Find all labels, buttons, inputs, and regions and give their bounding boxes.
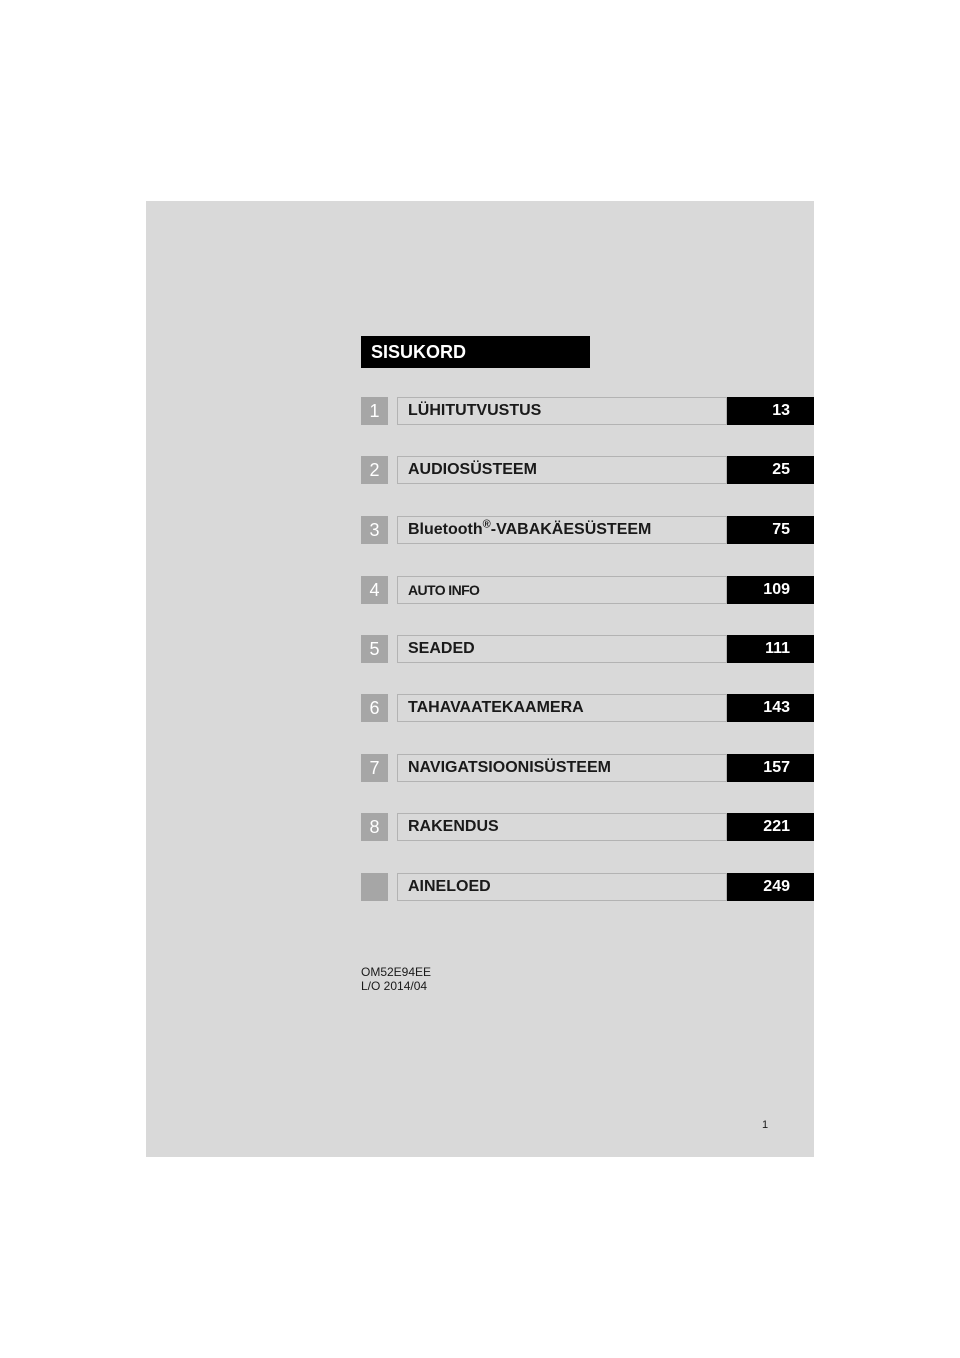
chapter-page-number: 13 xyxy=(727,397,814,425)
page-number: 1 xyxy=(762,1119,769,1131)
chapter-number: 7 xyxy=(361,754,388,782)
document-code-id: OM52E94EE xyxy=(361,965,432,979)
toc-entry-index[interactable] xyxy=(361,873,814,901)
chapter-title[interactable] xyxy=(397,516,727,544)
chapter-number: 1 xyxy=(361,397,388,425)
chapter-page-number: 111 xyxy=(727,635,814,663)
chapter-title-main: Bluetooth xyxy=(408,521,483,538)
chapter-page-number: 25 xyxy=(727,456,814,484)
chapter-number: 4 xyxy=(361,576,388,604)
chapter-number: 3 xyxy=(361,516,388,544)
document-code-date: L/O 2014/04 xyxy=(361,979,428,993)
chapter-number xyxy=(361,873,388,901)
toc-entry-7[interactable] xyxy=(361,754,814,782)
chapter-page-number: 249 xyxy=(727,873,814,901)
toc-entry-2[interactable] xyxy=(361,456,814,484)
toc-entry-8[interactable] xyxy=(361,813,814,841)
chapter-page-number: 157 xyxy=(727,754,814,782)
toc-entry-1[interactable] xyxy=(361,397,814,425)
toc-entry-6[interactable] xyxy=(361,694,814,722)
chapter-title[interactable]: AUDIOSÜSTEEM xyxy=(397,456,727,484)
chapter-page-number: 75 xyxy=(727,516,814,544)
chapter-title[interactable]: AUTO INFO xyxy=(397,576,727,604)
toc-header: SISUKORD xyxy=(361,336,590,368)
chapter-page-number: 143 xyxy=(727,694,814,722)
chapter-title[interactable]: RAKENDUS xyxy=(397,813,727,841)
chapter-title-rest: -VABAKÄESÜSTEEM xyxy=(490,521,652,538)
toc-entry-5[interactable] xyxy=(361,635,814,663)
chapter-number: 5 xyxy=(361,635,388,663)
chapter-number: 2 xyxy=(361,456,388,484)
chapter-title[interactable]: LÜHITUTVUSTUS xyxy=(397,397,727,425)
toc-entry-3[interactable] xyxy=(361,516,814,544)
chapter-title[interactable]: NAVIGATSIOONISÜSTEEM xyxy=(397,754,727,782)
chapter-title[interactable]: TAHAVAATEKAAMERA xyxy=(397,694,727,722)
chapter-page-number: 221 xyxy=(727,813,814,841)
registered-mark: ® xyxy=(482,518,491,531)
chapter-title[interactable]: AINELOED xyxy=(397,873,727,901)
chapter-page-number: 109 xyxy=(727,576,814,604)
chapter-title[interactable]: SEADED xyxy=(397,635,727,663)
document-code xyxy=(361,965,431,993)
chapter-number: 8 xyxy=(361,813,388,841)
chapter-number: 6 xyxy=(361,694,388,722)
toc-entry-4[interactable] xyxy=(361,576,814,604)
